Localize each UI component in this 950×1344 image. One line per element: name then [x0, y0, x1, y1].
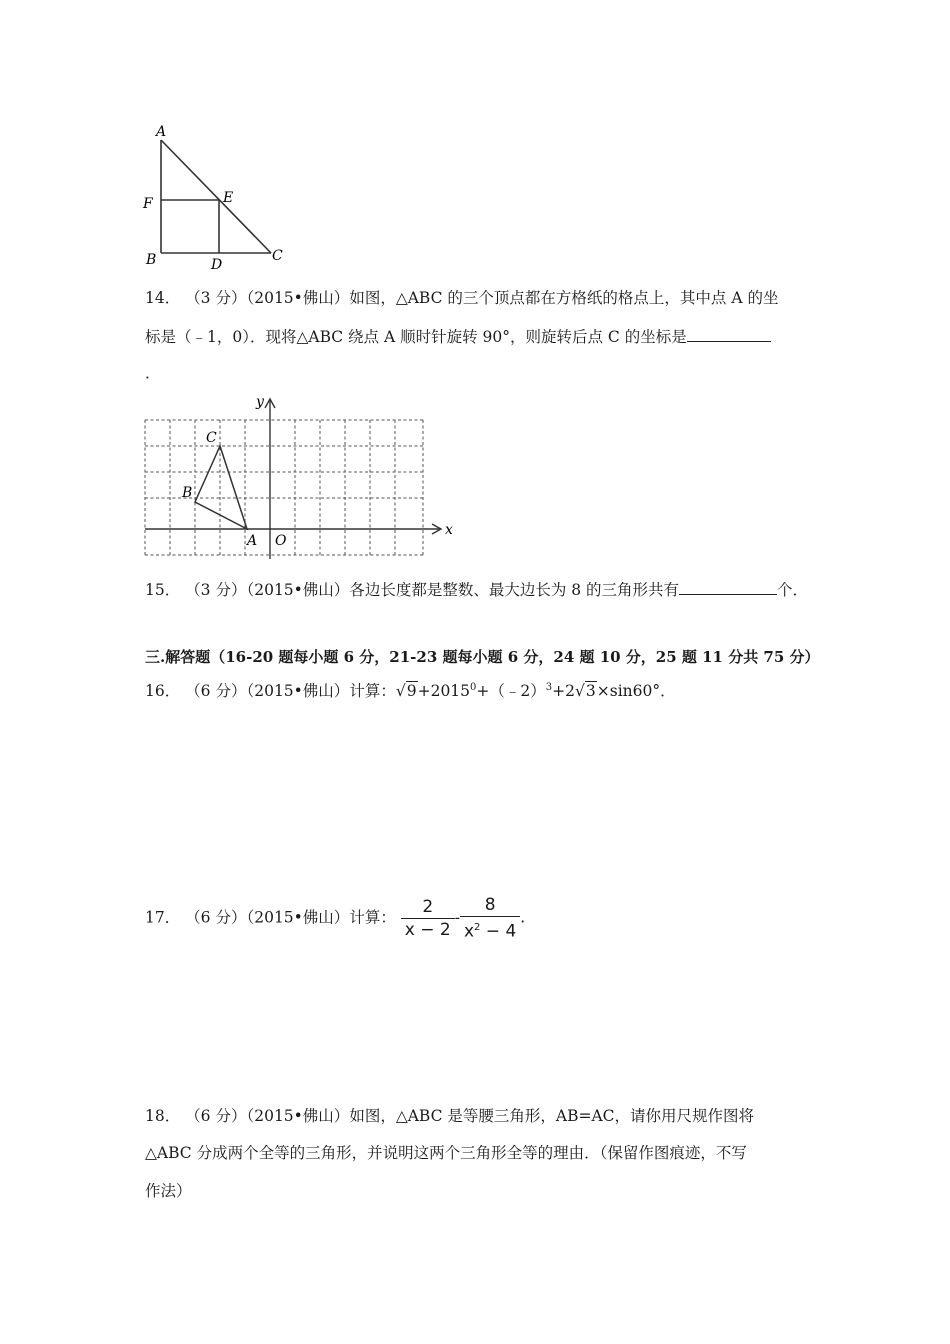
q17-frac2-den-exp: 2	[474, 922, 481, 933]
q15-number: 15．	[145, 581, 181, 599]
q16-part3: +（﹣2）	[476, 682, 546, 700]
q16-sqrt-arg2: 3	[585, 682, 596, 700]
label-a: A	[156, 124, 167, 140]
q16-part4: +2	[552, 682, 575, 700]
q17-frac2-den-base: x	[463, 921, 475, 942]
triangle-abc	[195, 446, 247, 529]
q18-text-3: 作法）	[145, 1182, 192, 1200]
sqrt-icon: √	[575, 682, 585, 700]
q14-line3	[145, 361, 161, 383]
label-x: x	[445, 522, 453, 538]
section-3-title: 三.解答题（16-20 题每小题 6 分，21-23 题每小题 6 分，24 题 10 分，25 题 11 分共 75 分）	[145, 648, 820, 666]
q17-prefix: 计算：	[349, 908, 396, 927]
q16-part5: ×sin60°．	[596, 682, 676, 700]
q16-line	[145, 679, 676, 701]
q14-source: （2015•佛山）	[246, 289, 350, 307]
q14-line2	[145, 325, 771, 347]
q17-fraction-2	[460, 894, 520, 943]
label-e: E	[223, 190, 234, 206]
q18-text-2: △ABC 分成两个全等的三角形，并说明这两个三角形全等的理由．（保留作图痕迹，不写	[145, 1144, 747, 1162]
segment-ac	[161, 140, 271, 253]
section-3-heading	[145, 646, 820, 667]
label-c: C	[272, 248, 283, 264]
sqrt-icon: √	[395, 682, 406, 700]
q15-score: （3 分）	[185, 581, 247, 599]
label-d: D	[211, 257, 223, 273]
q14-text-3: ．	[145, 364, 161, 382]
q16-exp0: 0	[470, 681, 477, 693]
figure-square-in-triangle	[130, 118, 300, 278]
q18-source: （2015•佛山）	[246, 1107, 350, 1125]
q14-text-1: 如图，△ABC 的三个顶点都在方格纸的格点上，其中点 A 的坐	[349, 289, 779, 307]
q17-frac2-den-rest: − 4	[480, 921, 517, 942]
q17-frac2-numerator: 8	[484, 895, 496, 915]
q17-suffix: .	[520, 908, 526, 927]
q16-exp3: 3	[545, 681, 553, 693]
q17-fraction-1	[401, 896, 455, 941]
q17-frac1-denominator: x − 2	[401, 918, 455, 941]
label-f: F	[143, 196, 153, 212]
label-b: B	[146, 252, 157, 268]
q16-number: 16．	[145, 682, 181, 700]
q17-frac2-denominator	[460, 916, 520, 943]
q18-line3	[145, 1179, 192, 1201]
q17-source: （2015•佛山）	[246, 908, 350, 927]
q18-text-1: 如图，△ABC 是等腰三角形，AB=AC，请你用尺规作图将	[349, 1107, 755, 1125]
q17-number: 17．	[145, 908, 181, 927]
q15-source: （2015•佛山）	[246, 581, 350, 599]
q17-score: （6 分）	[185, 908, 247, 927]
q17-minus: -	[454, 908, 460, 927]
q16-score: （6 分）	[185, 682, 247, 700]
q17-line	[145, 894, 525, 943]
q18-score: （6 分）	[185, 1107, 247, 1125]
label-b: B	[182, 485, 193, 501]
q16-prefix: 计算：	[349, 682, 396, 700]
q16-sqrt-arg: 9	[406, 682, 417, 700]
label-y: y	[256, 394, 264, 410]
q15-answer-blank[interactable]	[679, 580, 777, 595]
q15-text: 各边长度都是整数、最大边长为 8 的三角形共有	[349, 581, 680, 599]
q16-part2: +2015	[417, 682, 471, 700]
label-c: C	[206, 430, 217, 446]
q14-answer-blank[interactable]	[687, 327, 771, 342]
q14-number: 14．	[145, 289, 181, 307]
q16-source: （2015•佛山）	[246, 682, 350, 700]
label-a: A	[247, 533, 258, 549]
q18-line2	[145, 1141, 747, 1163]
label-o: O	[275, 533, 287, 549]
q15-line	[145, 578, 808, 600]
q18-line1	[145, 1104, 754, 1126]
q17-frac1-numerator: 2	[422, 896, 434, 917]
q14-text-2: 标是（﹣1，0）．现将△ABC 绕点 A 顺时针旋转 90°，则旋转后点 C 的坐标是	[145, 328, 687, 346]
figure-coordinate-grid	[140, 392, 460, 564]
q18-number: 18．	[145, 1107, 181, 1125]
q14-score: （3 分）	[185, 289, 247, 307]
q14-line1	[145, 286, 778, 308]
q15-suffix: 个．	[777, 581, 809, 599]
